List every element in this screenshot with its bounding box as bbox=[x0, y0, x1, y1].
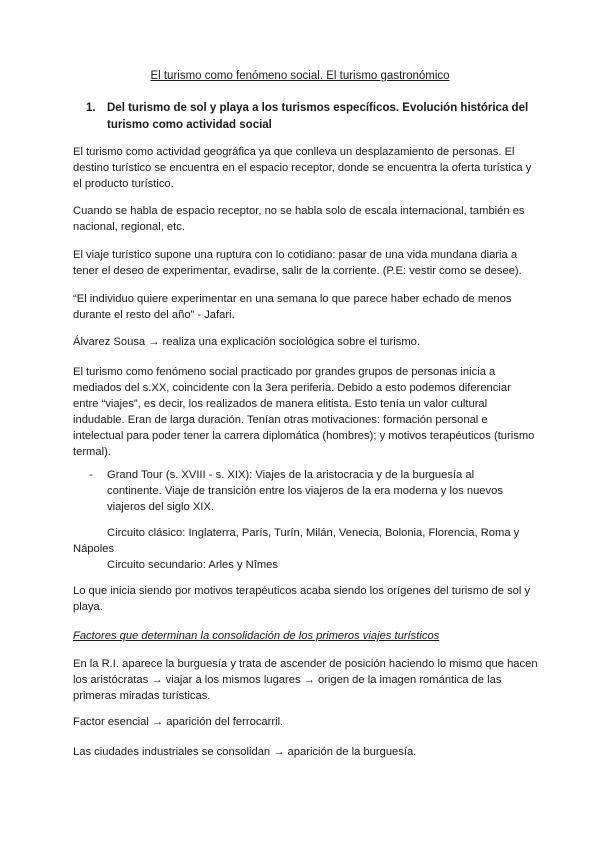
paragraph: Cuando se habla de espacio receptor, no se habla solo de escala internacional, también es nacional, regional, etc. bbox=[73, 205, 525, 233]
paragraph: Factor esencial → aparición del ferrocarril. bbox=[73, 716, 284, 728]
circuits-block bbox=[73, 525, 538, 573]
bullet-marker: - bbox=[89, 469, 93, 481]
paragraph: Álvarez Sousa → realiza una explicación sociológica sobre el turismo. bbox=[73, 336, 420, 348]
paragraph: Lo que inicia siendo por motivos terapéuticos acaba siendo los orígenes del turismo de sol y playa. bbox=[73, 585, 531, 613]
list-item bbox=[89, 467, 529, 515]
paragraph: El turismo como fenómeno social practicado por grandes grupos de personas inicia a mediados del s.XX, coincidente con la 3era periferia. Debido a esto podemos diferenciar entre “viajes”, es decir, los realizados de manera elitista. Esto tenía un valor cultural indudable. Eran de larga duración. Tenían otras motivaciones: formación personal e intelectual para poder tener la carrera diplomática (hombres); y motivos terapéuticos (turismo termal). bbox=[73, 366, 535, 458]
paragraph: El viaje turístico supone una ruptura con lo cotidiano: pasar de una vida mundana diaria a tener el deseo de experimentar, evadirse, salir de la corriente. (P.E: vestir como se desee). bbox=[73, 249, 522, 277]
quote-paragraph: “El individuo quiere experimentar en una semana lo que parece haber echado de menos durante el resto del año” - Jafari. bbox=[73, 293, 512, 321]
subheading: Factores que determinan la consolidación de los primeros viajes turísticos bbox=[73, 630, 440, 642]
document-title: El turismo como fenómeno social. El turismo gastronómico bbox=[150, 70, 450, 82]
paragraph: En la R.I. aparece la burguesía y trata de ascender de posición haciendo lo mismo que hacen los aristócratas → viajar a los mismos lugares → origen de la imagen romántica de las primeras miradas turísticas. bbox=[73, 658, 538, 702]
secondary-circuit: Circuito secundario: Arles y Nîmes bbox=[107, 559, 278, 571]
paragraph: El turismo como actividad geográfica ya que conlleva un desplazamiento de personas. El destino turístico se encuentra en el espacio receptor, donde se encuentra la oferta turística y el producto turístico. bbox=[73, 146, 532, 190]
paragraph: Las ciudades industriales se consolidan → aparición de la burguesía. bbox=[73, 746, 417, 758]
section-number: 1. bbox=[86, 102, 96, 114]
bullet-text: Grand Tour (s. XVIII - s. XIX): Viajes de la aristocracia y de la burguesía al continente. Viaje de transición entre los viajeros de la era moderna y los nuevos viajeros del siglo XIX. bbox=[107, 469, 503, 513]
section-heading bbox=[86, 100, 536, 134]
classic-circuit-continued: Nápoles bbox=[73, 543, 115, 555]
section-heading-text: Del turismo de sol y playa a los turismos específicos. Evolución histórica del turismo como actividad social bbox=[107, 102, 529, 131]
classic-circuit: Circuito clásico: Inglaterra, París, Turín, Milán, Venecia, Bolonia, Florencia, Roma y bbox=[107, 527, 520, 539]
